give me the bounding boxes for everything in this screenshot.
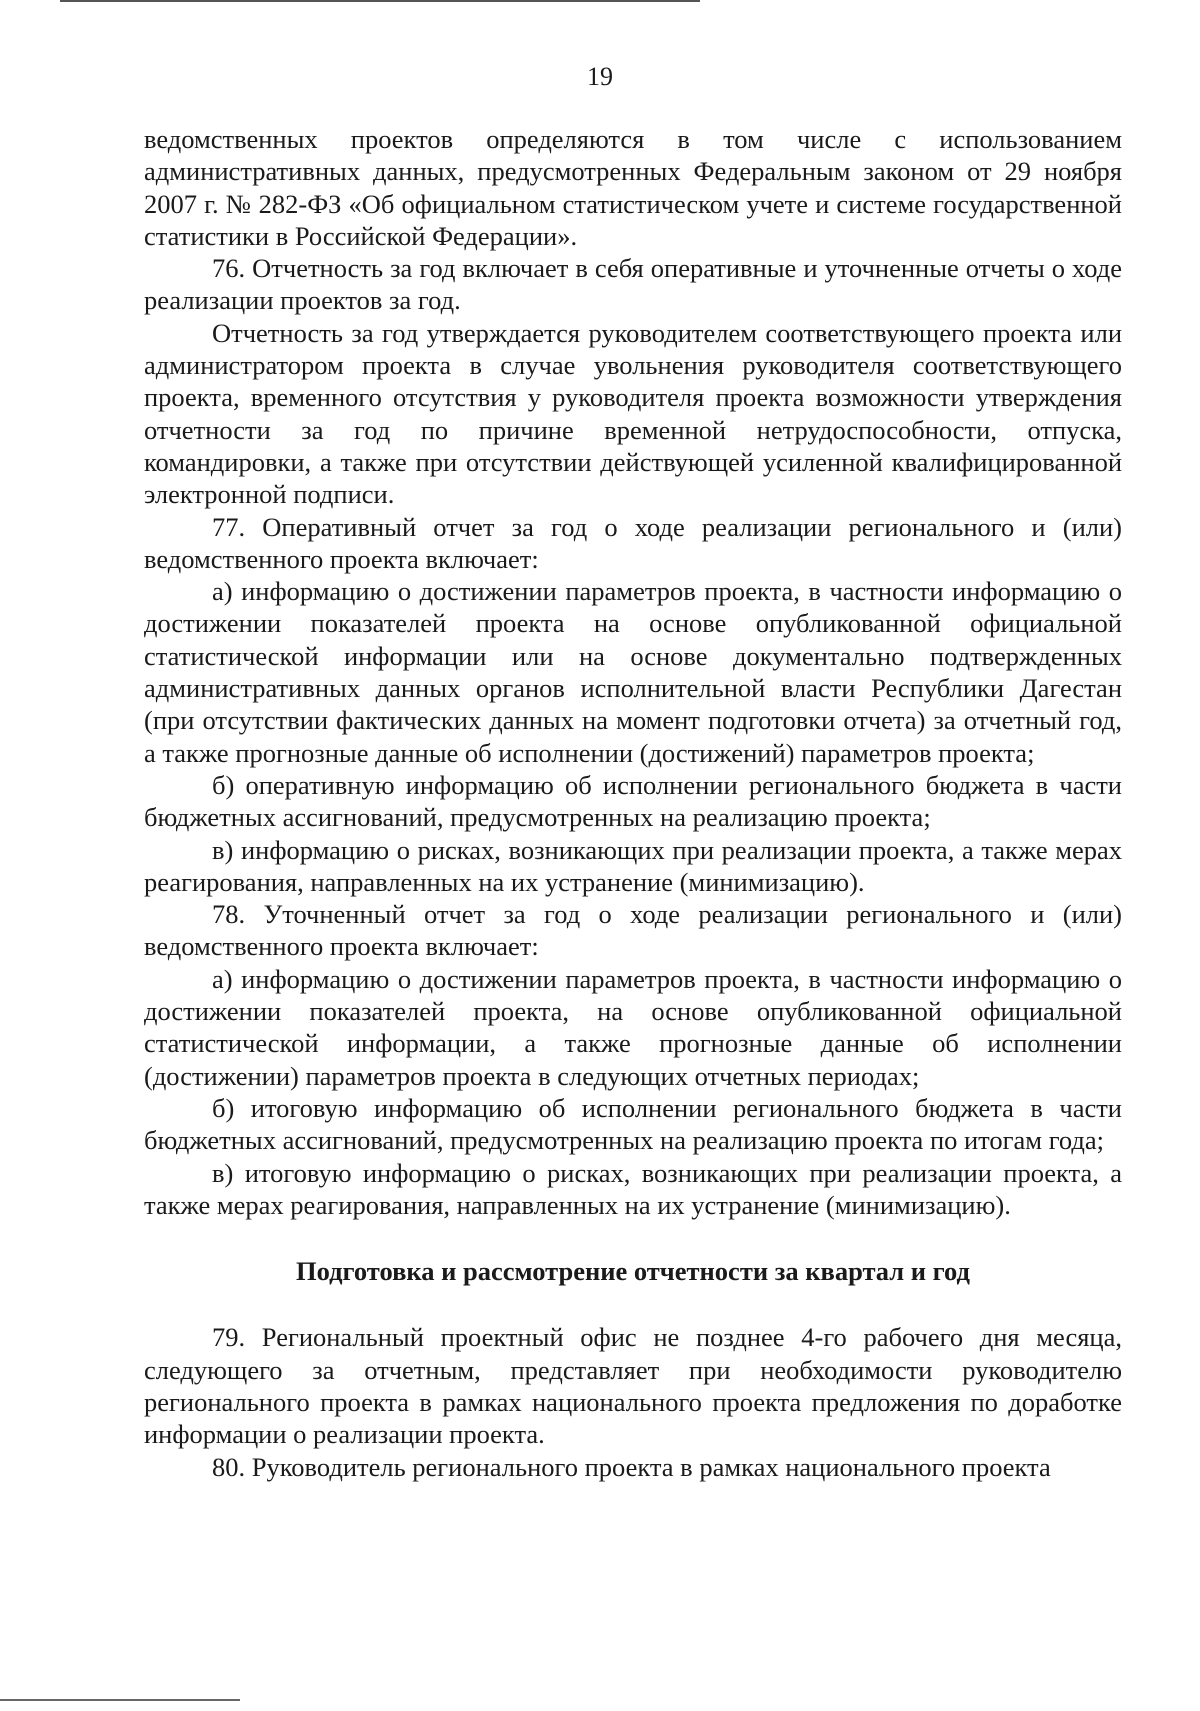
- paragraph-76: 76. Отчетность за год включает в себя оперативные и уточненные отчеты о ходе реализации проектов за год.: [144, 253, 1122, 316]
- paragraph-77: 77. Оперативный отчет за год о ходе реализации регионального и (или) ведомственного проекта включает:: [144, 511, 1122, 574]
- paragraph-77-a: а) информацию о достижении параметров проекта, в частности информацию о достижении показателей проекта на основе опубликованной официальной статистической информации или на основе документально подтвержденных административных данных органов исполнительной власти Республики Дагестан (при отсутствии фактических данных на момент подготовки отчета) за отчетный год, а также прогнозные данные об исполнении (достижений) параметров проекта;: [144, 576, 1122, 768]
- scan-artifact-bottom: [0, 1699, 240, 1701]
- paragraph-78-b: б) итоговую информацию об исполнении регионального бюджета в части бюджетных ассигнований, предусмотренных на реализацию проекта по итогам года;: [144, 1092, 1122, 1156]
- paragraph-78-c: в) итоговую информацию о рисках, возникающих при реализации проекта, а также мерах реагирования, направленных на их устранение (минимизацию).: [144, 1157, 1122, 1220]
- paragraph-76-approval: Отчетность за год утверждается руководителем соответствующего проекта или администратором проекта в случае увольнения руководителя соответствующего проекта, временного отсутствия у руководителя проекта возможности утверждения отчетности за год по причине временной нетрудоспособности, отпуска, командировки, а также при отсутствии действующей усиленной квалифицированной электронной подписи.: [144, 317, 1122, 510]
- paragraph-79: 79. Региональный проектный офис не позднее 4-го рабочего дня месяца, следующего за отчетным, представляет при необходимости руководителю регионального проекта в рамках национального проекта предложения по доработке информации о реализации проекта.: [144, 1322, 1122, 1450]
- paragraph-80: 80. Руководитель регионального проекта в рамках национального проекта: [212, 1451, 1051, 1482]
- paragraph-77-c: в) информацию о рисках, возникающих при реализации проекта, а также мерах реагирования, направленных на их устранение (минимизацию).: [144, 834, 1122, 897]
- document-body: [144, 123, 1122, 1483]
- paragraph-0: ведомственных проектов определяются в том числе с использованием административных данных, предусмотренных Федеральным законом от 29 ноября 2007 г. № 282-ФЗ «Об официальном статистическом учете и системе государственной статистики в Российской Федерации».: [144, 124, 1122, 251]
- paragraph-78-a: а) информацию о достижении параметров проекта, в частности информацию о достижении показателей проекта, на основе опубликованной официальной статистической информации, а также прогнозные данные об исполнении (достижении) параметров проекта в следующих отчетных периодах;: [144, 963, 1122, 1091]
- paragraph-77-b: б) оперативную информацию об исполнении регионального бюджета в части бюджетных ассигнований, предусмотренных на реализацию проекта;: [144, 769, 1122, 833]
- scan-artifact-top: [60, 0, 700, 2]
- paragraph-78: 78. Уточненный отчет за год о ходе реализации регионального и (или) ведомственного проекта включает:: [144, 899, 1122, 962]
- page-number: 19: [587, 62, 613, 91]
- section-heading: Подготовка и рассмотрение отчетности за квартал и год: [296, 1256, 970, 1287]
